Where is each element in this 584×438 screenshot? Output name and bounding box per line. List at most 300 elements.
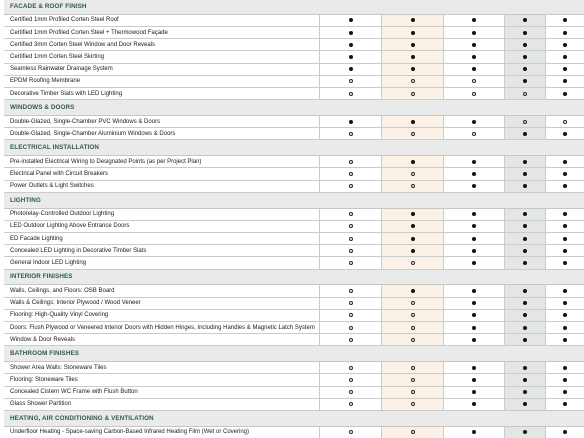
filled-dot-icon <box>472 31 476 35</box>
option-cell <box>382 322 444 333</box>
empty-dot-icon <box>349 237 353 241</box>
filled-dot-icon <box>523 261 527 265</box>
filled-dot-icon <box>349 18 353 22</box>
filled-dot-icon <box>472 43 476 47</box>
filled-dot-icon <box>563 172 567 176</box>
filled-dot-icon <box>411 55 415 59</box>
option-cell <box>444 168 505 179</box>
section-cell <box>444 193 505 208</box>
filled-dot-icon <box>563 390 567 394</box>
filled-dot-icon <box>349 31 353 35</box>
filled-dot-icon <box>523 338 527 342</box>
table-row <box>4 88 584 100</box>
option-cell <box>320 374 382 385</box>
empty-dot-icon <box>563 120 567 124</box>
filled-dot-icon <box>523 132 527 136</box>
section-cell <box>382 346 444 361</box>
option-cell <box>320 88 382 99</box>
empty-dot-icon <box>349 430 353 434</box>
filled-dot-icon <box>523 212 527 216</box>
option-cell <box>546 233 584 244</box>
filled-dot-icon <box>563 289 567 293</box>
table-row <box>4 427 584 438</box>
section-cell <box>505 0 546 14</box>
option-cell <box>546 156 584 167</box>
option-cell <box>382 427 444 438</box>
option-cell <box>505 245 546 256</box>
section-header <box>4 140 584 156</box>
filled-dot-icon <box>523 390 527 394</box>
section-cell <box>444 0 505 14</box>
empty-dot-icon <box>411 326 415 330</box>
option-cell <box>505 51 546 62</box>
section-header <box>4 346 584 362</box>
option-cell <box>444 39 505 50</box>
option-cell <box>382 181 444 192</box>
option-cell <box>382 334 444 345</box>
section-cell <box>444 100 505 115</box>
filled-dot-icon <box>563 92 567 96</box>
filled-dot-icon <box>563 378 567 382</box>
filled-dot-icon <box>523 301 527 305</box>
filled-dot-icon <box>411 43 415 47</box>
filled-dot-icon <box>563 430 567 434</box>
option-cell <box>505 116 546 127</box>
empty-dot-icon <box>349 289 353 293</box>
option-cell <box>320 399 382 410</box>
section-cell <box>382 193 444 208</box>
empty-dot-icon <box>349 402 353 406</box>
empty-dot-icon <box>349 366 353 370</box>
option-cell <box>505 209 546 220</box>
empty-dot-icon <box>472 92 476 96</box>
empty-dot-icon <box>411 301 415 305</box>
section-cell <box>505 270 546 285</box>
option-cell <box>444 156 505 167</box>
filled-dot-icon <box>523 326 527 330</box>
filled-dot-icon <box>472 67 476 71</box>
option-cell <box>505 233 546 244</box>
section-title: ELECTRICAL INSTALLATION <box>10 144 100 152</box>
filled-dot-icon <box>563 301 567 305</box>
empty-dot-icon <box>411 172 415 176</box>
empty-dot-icon <box>472 79 476 83</box>
feature-label: General Indoor LED Lighting <box>4 257 320 268</box>
feature-label: Flooring: Stoneware Tiles <box>4 374 320 385</box>
option-cell <box>444 298 505 309</box>
filled-dot-icon <box>472 338 476 342</box>
filled-dot-icon <box>523 31 527 35</box>
option-cell <box>505 181 546 192</box>
option-cell <box>320 156 382 167</box>
filled-dot-icon <box>523 172 527 176</box>
option-cell <box>546 285 584 296</box>
option-cell <box>382 168 444 179</box>
option-cell <box>444 427 505 438</box>
section-title: FACADE & ROOF FINISH <box>10 2 87 10</box>
option-cell <box>444 233 505 244</box>
feature-label: Certified 1mm Corten Steel Skirting <box>4 51 320 62</box>
filled-dot-icon <box>472 224 476 228</box>
section-cell <box>546 270 584 285</box>
table-row <box>4 257 584 269</box>
option-cell <box>444 51 505 62</box>
feature-label: ED Facade Lighting <box>4 233 320 244</box>
option-cell <box>505 427 546 438</box>
filled-dot-icon <box>563 31 567 35</box>
table-row <box>4 221 584 233</box>
filled-dot-icon <box>563 224 567 228</box>
table-row <box>4 245 584 257</box>
section-cell <box>382 0 444 14</box>
filled-dot-icon <box>563 79 567 83</box>
option-cell <box>382 399 444 410</box>
empty-dot-icon <box>349 79 353 83</box>
filled-dot-icon <box>472 402 476 406</box>
option-cell <box>444 181 505 192</box>
table-row <box>4 39 584 51</box>
filled-dot-icon <box>563 366 567 370</box>
filled-dot-icon <box>472 301 476 305</box>
table-row <box>4 298 584 310</box>
table-row <box>4 168 584 180</box>
option-cell <box>444 245 505 256</box>
option-cell <box>382 128 444 139</box>
option-cell <box>546 298 584 309</box>
empty-dot-icon <box>349 160 353 164</box>
feature-label: LED Outdoor Lighting Above Entrance Doors <box>4 221 320 232</box>
option-cell <box>444 221 505 232</box>
filled-dot-icon <box>411 120 415 124</box>
filled-dot-icon <box>563 249 567 253</box>
section-cell <box>320 100 382 115</box>
option-cell <box>382 233 444 244</box>
table-row <box>4 116 584 128</box>
filled-dot-icon <box>472 249 476 253</box>
empty-dot-icon <box>349 224 353 228</box>
option-cell <box>320 221 382 232</box>
filled-dot-icon <box>523 67 527 71</box>
option-cell <box>505 285 546 296</box>
option-cell <box>382 387 444 398</box>
table-row <box>4 15 584 27</box>
empty-dot-icon <box>411 390 415 394</box>
section-cell <box>444 270 505 285</box>
feature-label: Concealed Cistern WC Frame with Flush Button <box>4 387 320 398</box>
section-title: LIGHTING <box>10 196 41 204</box>
option-cell <box>320 64 382 75</box>
option-cell <box>320 51 382 62</box>
feature-label: Power Outlets & Light Switches <box>4 181 320 192</box>
empty-dot-icon <box>349 172 353 176</box>
option-cell <box>546 362 584 373</box>
empty-dot-icon <box>349 326 353 330</box>
empty-dot-icon <box>349 301 353 305</box>
section-header <box>4 270 584 286</box>
option-cell <box>382 27 444 38</box>
empty-dot-icon <box>349 212 353 216</box>
option-cell <box>444 334 505 345</box>
option-cell <box>505 168 546 179</box>
option-cell <box>444 322 505 333</box>
filled-dot-icon <box>349 120 353 124</box>
option-cell <box>546 51 584 62</box>
filled-dot-icon <box>563 184 567 188</box>
option-cell <box>444 76 505 87</box>
option-cell <box>444 362 505 373</box>
section-cell <box>382 411 444 426</box>
option-cell <box>382 88 444 99</box>
feature-label: Double-Glazed, Single-Chamber PVC Windows & Doors <box>4 116 320 127</box>
section-cell <box>320 411 382 426</box>
option-cell <box>505 76 546 87</box>
feature-label: Decorative Timber Slats with LED Lighting <box>4 88 320 99</box>
filled-dot-icon <box>523 160 527 164</box>
filled-dot-icon <box>523 249 527 253</box>
filled-dot-icon <box>563 338 567 342</box>
option-cell <box>444 15 505 26</box>
section-title: BATHROOM FINISHES <box>10 350 80 358</box>
section-header <box>4 100 584 116</box>
section-cell <box>546 411 584 426</box>
section-cell <box>444 411 505 426</box>
option-cell <box>505 88 546 99</box>
section-cell <box>382 270 444 285</box>
option-cell <box>546 116 584 127</box>
option-cell <box>505 387 546 398</box>
filled-dot-icon <box>523 366 527 370</box>
filled-dot-icon <box>523 289 527 293</box>
option-cell <box>320 128 382 139</box>
filled-dot-icon <box>563 402 567 406</box>
table-row <box>4 76 584 88</box>
empty-dot-icon <box>411 338 415 342</box>
section-cell <box>505 346 546 361</box>
option-cell <box>546 88 584 99</box>
filled-dot-icon <box>411 18 415 22</box>
option-cell <box>320 362 382 373</box>
empty-dot-icon <box>349 184 353 188</box>
section-cell <box>320 140 382 155</box>
filled-dot-icon <box>563 67 567 71</box>
filled-dot-icon <box>563 261 567 265</box>
feature-label: EPDM Roofing Membrane <box>4 76 320 87</box>
feature-label: Certified 3mm Corten Steel Window and Door Reveals <box>4 39 320 50</box>
option-cell <box>382 209 444 220</box>
filled-dot-icon <box>411 249 415 253</box>
option-cell <box>320 322 382 333</box>
filled-dot-icon <box>472 237 476 241</box>
option-cell <box>444 116 505 127</box>
option-cell <box>505 322 546 333</box>
filled-dot-icon <box>563 132 567 136</box>
table-row <box>4 181 584 193</box>
feature-label: Shower Area Walls: Stoneware Tiles <box>4 362 320 373</box>
option-cell <box>546 181 584 192</box>
option-cell <box>444 310 505 321</box>
filled-dot-icon <box>472 160 476 164</box>
option-cell <box>444 374 505 385</box>
filled-dot-icon <box>523 378 527 382</box>
table-row <box>4 64 584 76</box>
option-cell <box>505 39 546 50</box>
filled-dot-icon <box>523 43 527 47</box>
option-cell <box>320 233 382 244</box>
section-cell <box>505 193 546 208</box>
option-cell <box>546 76 584 87</box>
option-cell <box>320 209 382 220</box>
filled-dot-icon <box>472 120 476 124</box>
empty-dot-icon <box>411 402 415 406</box>
filled-dot-icon <box>563 160 567 164</box>
option-cell <box>382 76 444 87</box>
filled-dot-icon <box>349 43 353 47</box>
feature-label: Concealed LED Lighting in Decorative Timber Slats <box>4 245 320 256</box>
table-row <box>4 362 584 374</box>
option-cell <box>382 15 444 26</box>
filled-dot-icon <box>472 18 476 22</box>
option-cell <box>382 156 444 167</box>
option-cell <box>444 387 505 398</box>
option-cell <box>320 15 382 26</box>
table-row <box>4 374 584 386</box>
section-header <box>4 0 584 15</box>
section-cell <box>546 100 584 115</box>
filled-dot-icon <box>523 55 527 59</box>
option-cell <box>320 245 382 256</box>
empty-dot-icon <box>411 430 415 434</box>
option-cell <box>546 209 584 220</box>
section-cell <box>320 193 382 208</box>
option-cell <box>505 334 546 345</box>
filled-dot-icon <box>523 224 527 228</box>
section-cell <box>320 346 382 361</box>
option-cell <box>382 310 444 321</box>
empty-dot-icon <box>411 366 415 370</box>
filled-dot-icon <box>411 237 415 241</box>
option-cell <box>382 51 444 62</box>
option-cell <box>320 39 382 50</box>
option-cell <box>546 15 584 26</box>
feature-label: Certified 1mm Profiled Corten Steel Roof <box>4 15 320 26</box>
filled-dot-icon <box>411 31 415 35</box>
feature-label: Double-Glazed, Single-Chamber Aluminium Windows & Doors <box>4 128 320 139</box>
option-cell <box>320 334 382 345</box>
feature-label: Walls & Ceilings: Interior Plywood / Wood Veneer <box>4 298 320 309</box>
filled-dot-icon <box>563 237 567 241</box>
section-cell <box>546 346 584 361</box>
option-cell <box>382 64 444 75</box>
option-cell <box>546 334 584 345</box>
filled-dot-icon <box>563 313 567 317</box>
option-cell <box>505 310 546 321</box>
option-cell <box>546 221 584 232</box>
option-cell <box>382 39 444 50</box>
empty-dot-icon <box>411 378 415 382</box>
filled-dot-icon <box>523 79 527 83</box>
option-cell <box>320 27 382 38</box>
filled-dot-icon <box>523 237 527 241</box>
option-cell <box>444 88 505 99</box>
option-cell <box>546 245 584 256</box>
empty-dot-icon <box>411 261 415 265</box>
option-cell <box>320 257 382 268</box>
filled-dot-icon <box>472 378 476 382</box>
empty-dot-icon <box>349 313 353 317</box>
empty-dot-icon <box>349 390 353 394</box>
option-cell <box>444 64 505 75</box>
section-cell <box>444 346 505 361</box>
option-cell <box>546 27 584 38</box>
option-cell <box>382 298 444 309</box>
empty-dot-icon <box>349 249 353 253</box>
option-cell <box>382 221 444 232</box>
filled-dot-icon <box>411 212 415 216</box>
table-row <box>4 128 584 140</box>
option-cell <box>444 209 505 220</box>
section-cell <box>320 0 382 14</box>
option-cell <box>320 298 382 309</box>
section-cell <box>546 0 584 14</box>
filled-dot-icon <box>472 326 476 330</box>
table-row <box>4 399 584 411</box>
option-cell <box>444 399 505 410</box>
empty-dot-icon <box>349 261 353 265</box>
empty-dot-icon <box>523 120 527 124</box>
empty-dot-icon <box>349 338 353 342</box>
option-cell <box>546 39 584 50</box>
feature-label: Walls, Ceilings, and Floors: OSB Board <box>4 285 320 296</box>
filled-dot-icon <box>349 55 353 59</box>
filled-dot-icon <box>472 55 476 59</box>
filled-dot-icon <box>563 326 567 330</box>
section-cell <box>505 100 546 115</box>
empty-dot-icon <box>349 132 353 136</box>
table-row <box>4 156 584 168</box>
section-title: WINDOWS & DOORS <box>10 104 75 112</box>
option-cell <box>444 257 505 268</box>
option-cell <box>546 387 584 398</box>
filled-dot-icon <box>563 55 567 59</box>
filled-dot-icon <box>563 43 567 47</box>
filled-dot-icon <box>563 212 567 216</box>
option-cell <box>505 27 546 38</box>
empty-dot-icon <box>349 378 353 382</box>
filled-dot-icon <box>563 18 567 22</box>
option-cell <box>444 128 505 139</box>
option-cell <box>546 257 584 268</box>
table-row <box>4 285 584 297</box>
empty-dot-icon <box>411 313 415 317</box>
option-cell <box>505 374 546 385</box>
filled-dot-icon <box>523 430 527 434</box>
filled-dot-icon <box>411 289 415 293</box>
empty-dot-icon <box>472 132 476 136</box>
table-row <box>4 51 584 63</box>
filled-dot-icon <box>472 366 476 370</box>
filled-dot-icon <box>523 18 527 22</box>
option-cell <box>382 362 444 373</box>
option-cell <box>505 128 546 139</box>
feature-label: Electrical Panel with Circuit Breakers <box>4 168 320 179</box>
section-cell <box>505 411 546 426</box>
section-cell <box>382 100 444 115</box>
feature-label: Certified 1mm Profiled Corten Steel + Thermowood Façade <box>4 27 320 38</box>
option-cell <box>320 387 382 398</box>
option-cell <box>546 322 584 333</box>
section-cell <box>505 140 546 155</box>
option-cell <box>382 116 444 127</box>
